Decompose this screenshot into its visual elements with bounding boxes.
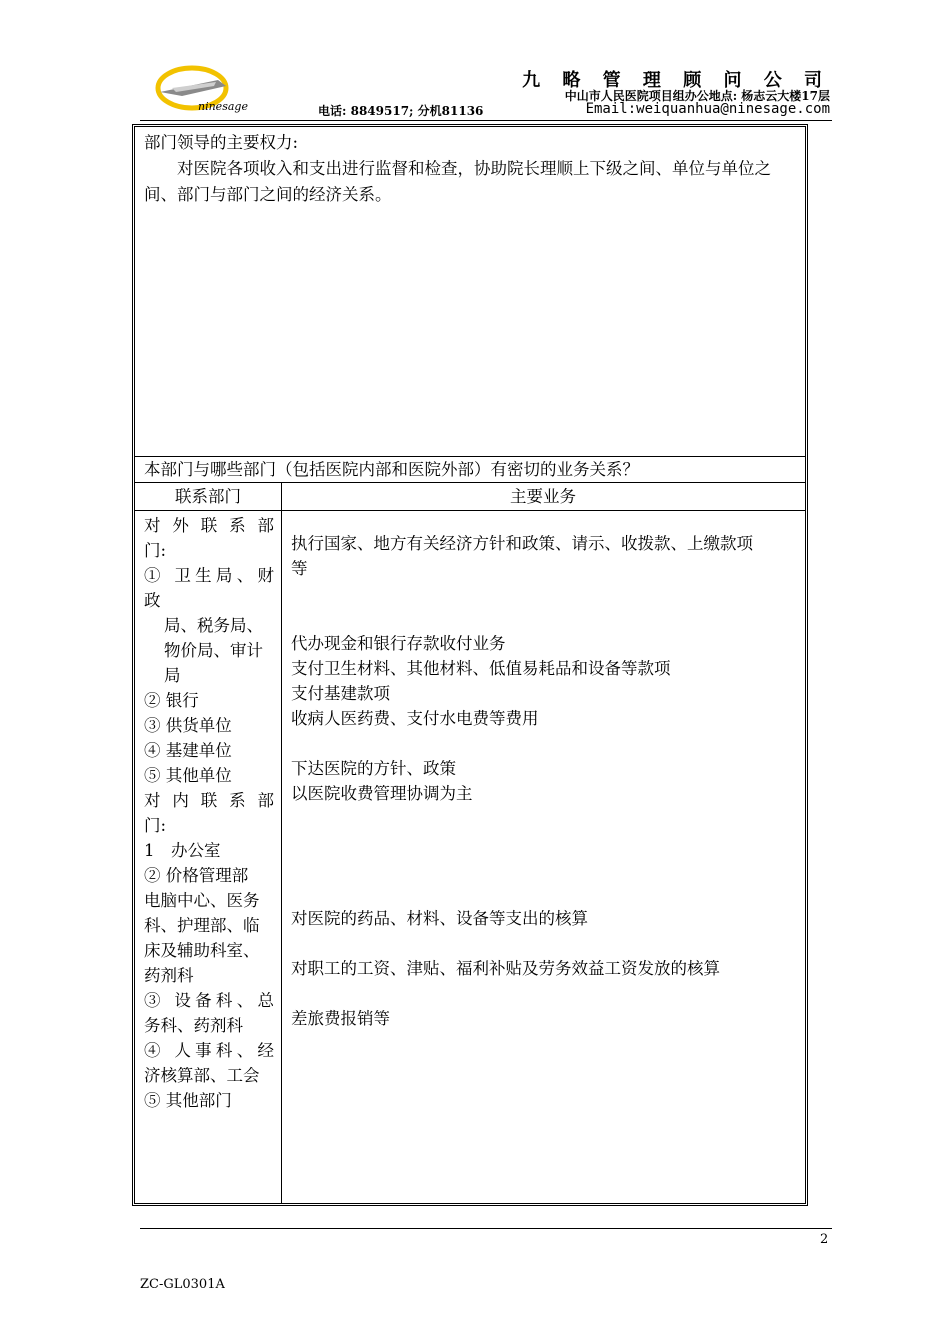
list-item: ② 银行 — [144, 691, 199, 710]
list-item: ④ 基建单位 — [144, 741, 232, 760]
list-item — [291, 731, 803, 756]
list-item: 支付基建款项 — [291, 684, 390, 703]
footer-divider — [140, 1228, 832, 1229]
list-item — [291, 856, 803, 881]
list-item — [291, 831, 803, 856]
list-item: 收病人医药费、支付水电费等费用 — [291, 709, 539, 728]
list-item: 门: — [144, 541, 167, 560]
document-code: ZC-GL0301A — [140, 1277, 225, 1292]
list-item: 局、税务局、 — [164, 616, 263, 635]
authority-title: 部门领导的主要权力: — [144, 133, 299, 152]
list-item: 床及辅助科室、 — [144, 941, 260, 960]
contact-dept-list — [144, 513, 274, 1113]
main-business-header: 主要业务 — [281, 483, 805, 511]
list-item — [291, 606, 803, 631]
list-item: ⑤ 其他单位 — [144, 766, 232, 785]
main-business-list — [291, 531, 803, 1031]
contact-dept-header: 联系部门 — [135, 483, 281, 511]
list-item: ① 卫生局、财 — [144, 566, 274, 585]
list-item: 下达医院的方针、政策 — [291, 759, 456, 778]
list-item — [291, 981, 803, 1006]
list-item: 政 — [144, 591, 161, 610]
list-item: 1 办公室 — [144, 841, 221, 860]
list-item: ④ 人事科、经 — [144, 1041, 274, 1060]
page-header — [140, 58, 832, 120]
email-address: Email:weiquanhua@ninesage.com — [585, 101, 830, 117]
list-item: 物价局、审计 — [164, 641, 263, 660]
list-item: 差旅费报销等 — [291, 1009, 390, 1028]
page-number: 2 — [820, 1232, 829, 1247]
relations-question: 本部门与哪些部门（包括医院内部和医院外部）有密切的业务关系？ — [135, 457, 805, 483]
list-item — [291, 931, 803, 956]
list-item: 务科、药剂科 — [144, 1016, 243, 1035]
list-item: 代办现金和银行存款收付业务 — [291, 634, 506, 653]
phone-number: 电话: 8849517; 分机81136 — [318, 104, 484, 118]
list-item: ③ 设备科、总 — [144, 991, 274, 1010]
list-item: 药剂科 — [144, 966, 194, 985]
authority-section — [135, 127, 805, 457]
list-item: 科、护理部、临 — [144, 916, 260, 935]
list-item: 局 — [164, 666, 181, 685]
list-item: 等 — [291, 559, 308, 578]
list-item: 支付卫生材料、其他材料、低值易耗品和设备等款项 — [291, 659, 671, 678]
authority-body: 对医院各项收入和支出进行监督和检查，协助院长理顺上下级之间、单位与单位之间、部门与部门之间的经济关系。 — [144, 159, 771, 204]
header-divider — [140, 120, 832, 121]
list-item: 电脑中心、医务 — [144, 891, 260, 910]
company-name: 九 略 管 理 顾 问 公 司 — [522, 70, 830, 91]
list-item: 对外联系部 — [144, 516, 274, 535]
list-item: ② 价格管理部 — [144, 866, 249, 885]
logo-text: ninesage — [198, 100, 248, 113]
list-item: 门: — [144, 816, 167, 835]
list-item: 对内联系部 — [144, 791, 274, 810]
list-item: 执行国家、地方有关经济方针和政策、请示、收拨款、上缴款项 — [291, 534, 753, 553]
ninesage-logo — [152, 62, 262, 114]
list-item: 济核算部、工会 — [144, 1066, 260, 1085]
office-address: 中山市人民医院项目组办公地点: 杨志云大楼17层 — [564, 89, 830, 103]
list-item — [291, 581, 803, 606]
list-item: 以医院收费管理协调为主 — [291, 784, 473, 803]
list-item: 对医院的药品、材料、设备等支出的核算 — [291, 909, 588, 928]
list-item: ⑤ 其他部门 — [144, 1091, 232, 1110]
list-item — [291, 881, 803, 906]
column-divider — [281, 483, 282, 1203]
list-item — [291, 806, 803, 831]
job-description-table — [132, 124, 808, 1206]
list-item: ③ 供货单位 — [144, 716, 232, 735]
list-item: 对职工的工资、津贴、福利补贴及劳务效益工资发放的核算 — [291, 959, 720, 978]
